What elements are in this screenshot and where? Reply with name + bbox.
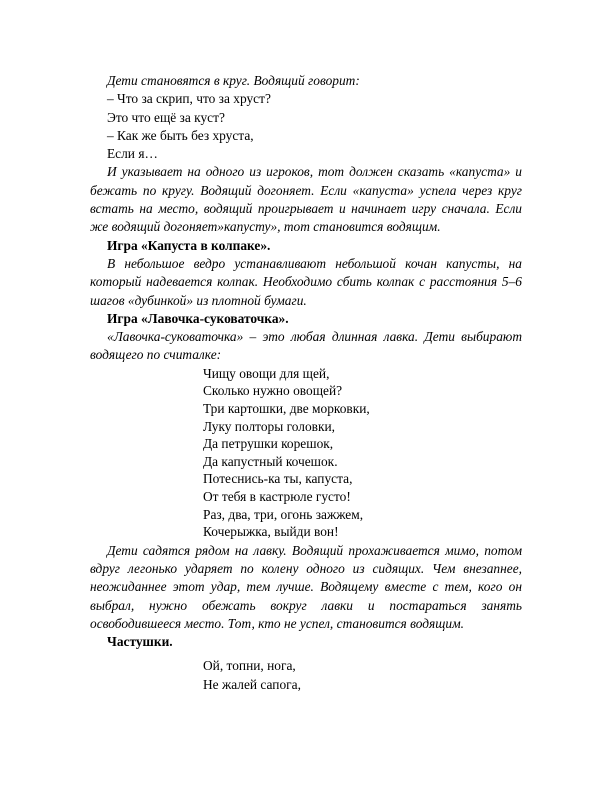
game2-rules: В небольшое ведро устанавливают небольшой кочан капусты, на который надевается колпак. Необходимо сбить колпак с расстояния 5–6 шагов «дубинкой» из плотной бумаги. bbox=[90, 255, 522, 308]
game1-rhyme-line: – Как же быть без хруста, bbox=[107, 127, 254, 143]
game1-rhyme-line: – Что за скрип, что за хруст? bbox=[107, 91, 271, 107]
verse-line: От тебя в кастрюле густо! bbox=[203, 488, 351, 504]
game1-rules: И указывает на одного из игроков, тот должен сказать «капуста» и бежать по кругу. Водящий догоняет. Если «капуста» успела через круг встать на место, водящий проигрывает и начинает игру сначала. Если же водящий догоняет»капусту», тот становится водящим. bbox=[90, 164, 522, 235]
game3-counting-rhyme bbox=[90, 365, 522, 541]
verse-line: Луку полторы головки, bbox=[203, 418, 335, 434]
game1-intro: Дети становятся в круг. Водящий говорит: bbox=[107, 73, 360, 88]
verse-line: Сколько нужно овощей? bbox=[203, 383, 343, 399]
verse-line: Потеснись-ка ты, капуста, bbox=[203, 471, 353, 487]
verse-line: Три картошки, две морковки, bbox=[203, 400, 370, 416]
verse-line: Кочерыжка, выйди вон! bbox=[203, 524, 339, 540]
verse-line: Да капустный кочешок. bbox=[203, 453, 338, 469]
game3-intro: «Лавочка-суковаточка» – это любая длинная лавка. Дети выбирают водящего по считалке: bbox=[90, 329, 522, 363]
document-page bbox=[90, 72, 522, 694]
game1-rhyme-line: Если я… bbox=[107, 146, 158, 162]
game2-title: Игра «Капуста в колпаке». bbox=[107, 237, 271, 253]
verse-line: Да петрушки корешок, bbox=[203, 436, 334, 452]
verse-line: Не жалей сапога, bbox=[203, 676, 301, 692]
verse-line: Раз, два, три, огонь зажжем, bbox=[203, 506, 364, 522]
ditties-verse bbox=[90, 657, 522, 694]
game3-title: Игра «Лавочка-суковаточка». bbox=[107, 310, 289, 326]
game1-rhyme-line: Это что ещё за куст? bbox=[107, 109, 225, 125]
ditties-title: Частушки. bbox=[107, 634, 173, 650]
verse-line: Ой, топни, нога, bbox=[203, 658, 296, 674]
verse-line: Чищу овощи для щей, bbox=[203, 365, 330, 381]
game3-rules: Дети садятся рядом на лавку. Водящий прохаживается мимо, потом вдруг легонько ударяет по колену одного из сидящих. Чем внезапнее, неожиданнее этот удар, тем лучше. Водящему вместе с тем, кого он выбрал, нужно обежать вокруг лавки и постараться занять освободившееся место. Тот, кто не успел, становится водящим. bbox=[90, 542, 522, 631]
